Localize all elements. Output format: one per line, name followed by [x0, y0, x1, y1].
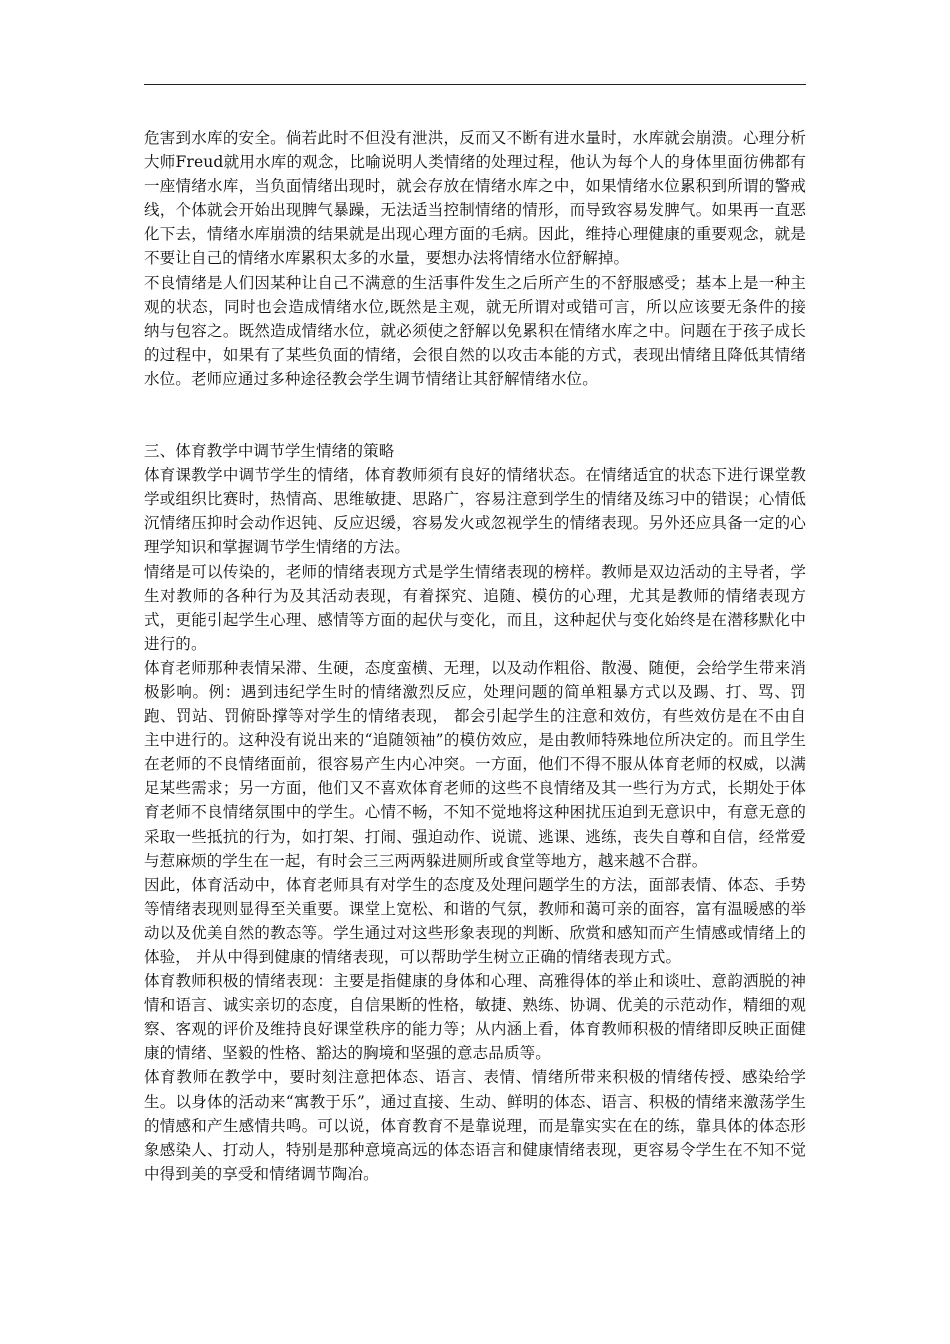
paragraph: 体育教师积极的情绪表现：主要是指健康的身体和心理、高雅得体的举止和谈吐、意韵洒脱的神情和语言、诚实亲切的态度，自信果断的性格，敏捷、熟练、协调、优美的示范动作，精细的观察、客观的评价及维持良好课堂秩序的能力等；从内涵上看，体育教师积极的情绪即反映正面健康的情绪、坚毅的性格、豁达的胸境和坚强的意志品质等。: [144, 972, 806, 1063]
paragraph: 情绪是可以传染的，老师的情绪表现方式是学生情绪表现的榜样。教师是双边活动的主导者，学生对教师的各种行为及其活动表现，有着探究、追随、模仿的心理，尤其是教师的情绪表现方式，更能引起学生心理、感情等方面的起伏与变化，而且，这种起伏与变化始终是在潜移默化中进行的。: [144, 562, 806, 653]
header-rule: [144, 84, 806, 85]
document-body: [144, 126, 806, 1186]
section-heading: 三、体育教学中调节学生情绪的策略: [144, 442, 395, 461]
paragraph: 体育课教学中调节学生的情绪，体育教师须有良好的情绪状态。在情绪适宜的状态下进行课堂教学或组织比赛时，热情高、思维敏捷、思路广，容易注意到学生的情绪及练习中的错误；心情低沉情绪压抑时会动作迟钝、反应迟缓，容易发火或忽视学生的情绪表现。另外还应具备一定的心理学知识和掌握调节学生情绪的方法。: [144, 466, 806, 557]
paragraph-gap: [144, 391, 806, 439]
paragraph: 危害到水库的安全。倘若此时不但没有泄洪，反而又不断有进水量时，水库就会崩溃。心理分析大师Freud就用水库的观念，比喻说明人类情绪的处理过程，他认为每个人的身体里面彷佛都有一座情绪水库，当负面情绪出现时，就会存放在情绪水库之中，如果情绪水位累积到所谓的警戒线，个体就会开始出现脾气暴躁，无法适当控制情绪的情形，而导致容易发脾气。如果再一直恶化下去，情绪水库崩溃的结果就是出现心理方面的毛病。因此，维持心理健康的重要观念，就是不要让自己的情绪水库累积太多的水量，要想办法将情绪水位舒解掉。: [144, 129, 806, 268]
paragraph: 体育老师那种表情呆滞、生硬，态度蛮横、无理，以及动作粗俗、散漫、随便，会给学生带来消极影响。例：遇到违纪学生时的情绪激烈反应，处理问题的简单粗暴方式以及踢、打、骂、罚跑、罚站、罚俯卧撑等对学生的情绪表现， 都会引起学生的注意和效仿，有些效仿是在不由自主中进行的。这种没有说出来的“追随领袖”的模仿效应，是由教师特殊地位所决定的。而且学生在老师的不良情绪面前，很容易产生内心冲突。一方面，他们不得不服从体育老师的权威，以满足某些需求；另一方面，他们又不喜欢体育老师的这些不良情绪及其一些行为方式，长期处于体育老师不良情绪氛围中的学生。心情不畅，不知不觉地将这种困扰压迫到无意识中，有意无意的采取一些抵抗的行为，如打架、打闹、强迫动作、说谎、逃课、逃练，丧失自尊和自信，经常爱与惹麻烦的学生在一起，有时会三三两两躲进厕所或食堂等地方，越来越不合群。: [144, 658, 806, 870]
paragraph: 因此，体育活动中，体育老师具有对学生的态度及处理问题学生的方法，面部表情、体态、手势等情绪表现则显得至关重要。课堂上宽松、和谐的气氛，教师和蔼可亲的面容，富有温暖感的举动以及优美自然的教态等。学生通过对这些形象表现的判断、欣赏和感知而产生情感或情绪上的体验， 并从中得到健康的情绪表现，可以帮助学生树立正确的情绪表现方式。: [144, 875, 806, 966]
paragraph: 体育教师在教学中，要时刻注意把体态、语言、表情、情绪所带来积极的情绪传授、感染给学生。以身体的活动来“寓教于乐”，通过直接、生动、鲜明的体态、语言、积极的情绪来激荡学生的情感和产生感情共鸣。可以说，体育教育不是靠说理，而是靠实实在在的练，靠具体的体态形象感染人、打动人，特别是那种意境高远的体态语言和健康情绪表现，更容易令学生在不知不觉中得到美的享受和情绪调节陶冶。: [144, 1068, 806, 1183]
paragraph: 不良情绪是人们因某种让自己不满意的生活事件发生之后所产生的不舒服感受；基本上是一种主观的状态，同时也会造成情绪水位,既然是主观，就无所谓对或错可言，所以应该要无条件的接纳与包容之。既然造成情绪水位，就必须使之舒解以免累积在情绪水库之中。问题在于孩子成长的过程中，如果有了某些负面的情绪，会很自然的以攻击本能的方式，表现出情绪且降低其情绪水位。老师应通过多种途径教会学生调节情绪让其舒解情绪水位。: [144, 273, 806, 388]
